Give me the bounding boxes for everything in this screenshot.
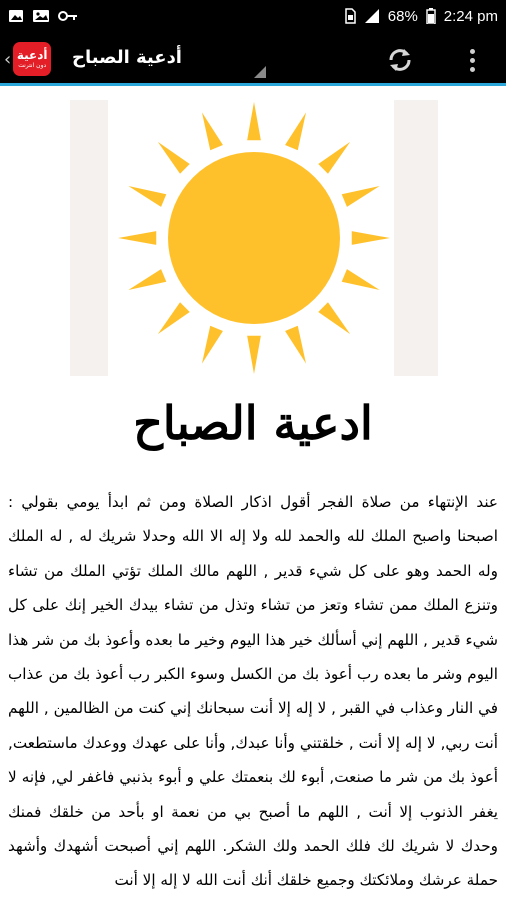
sun-ray (318, 302, 350, 334)
sun-ray (158, 302, 190, 334)
key-icon (58, 10, 78, 22)
sun-ray (342, 269, 380, 290)
sun-ray (128, 186, 166, 207)
refresh-button[interactable] (384, 44, 416, 76)
battery-percent: 68% (387, 7, 418, 25)
gallery-icon (32, 8, 50, 24)
sun-ray (202, 326, 223, 364)
battery-icon (426, 8, 436, 24)
status-right-icons (344, 8, 498, 25)
overflow-menu-dot (470, 58, 475, 63)
signal-icon (364, 8, 380, 24)
sun-ray (285, 326, 306, 364)
sun-ray (128, 269, 166, 290)
app-bar (0, 32, 506, 86)
page-title: ادعية الصباح (133, 396, 373, 450)
status-left-icons (8, 8, 78, 24)
app-title[interactable]: أدعية الصباح (72, 47, 182, 68)
sun-ray (318, 142, 350, 174)
app-logo (13, 42, 51, 76)
sun-ray (247, 102, 261, 140)
spinner-caret-icon[interactable] (254, 66, 266, 78)
article-body: عند الإنتهاء من صلاة الفجر أقول اذكار الصلاة ومن ثم ابدأ يومي بقولي : اصبحنا واصبح الملك لله والحمد لله ولا إله الا الله وحدلا شريك له , له الملك وله الحمد وهو على كل شيء قدير , اللهم مالك الملك تؤتي الملك من تشاء وتنزع الملك ممن تشاء وتعز من تشاء وتذل من تشاء بيدك الخير إنك على كل شيء قدير , اللهم إني أسألك خير هذا اليوم وخير ما بعده وأعوذ بك من شر هذا اليوم وشر ما بعده رب أعوذ بك من الكسل وسوء الكبر رب أعوذ بك من عذاب في النار وعذاب في القبر , لا إله إلا أنت سبحانك إني كنت من الظالمين , اللهم أنت ربي, لا إله إلا أنت , خلقتني وأنا عبدك, وأنا على عهدك ووعدك ماستطعت, أعوذ بك من شر ما صنعت, أبوء لك بنعمتك علي و أبوء بذنبي فاغفر لي, فإنه لا يغفر الذنوب إلا أنت , اللهم ما أصبح بي من نعمة او بأحد من خلقك فمنك وحدك لا شريك لك فلك الحمد ولك الشكر. اللهم إني أصبحت أشهدك وأشهد حملة عرشك وملائكتك وجميع خلقك أنك أنت الله لا إله إلا أنت (8, 493, 498, 890)
sun-ray (247, 336, 261, 374)
back-chevron-icon: ‹ (4, 48, 12, 70)
home-up-button[interactable] (4, 42, 51, 76)
image-icon (8, 8, 24, 24)
sun-ray (158, 142, 190, 174)
logo-text: أدعية (16, 48, 48, 62)
logo-subtext: دون انترنت (18, 62, 47, 69)
overflow-menu-button[interactable] (460, 44, 484, 76)
sun-ray (118, 231, 156, 245)
hero-image (70, 100, 438, 376)
refresh-icon (384, 44, 416, 76)
clock: 2:24 pm (443, 7, 498, 25)
overflow-menu-dot (470, 67, 475, 72)
status-bar (0, 0, 506, 32)
sun-icon (70, 100, 438, 376)
sun-disc (168, 152, 340, 324)
sun-ray (202, 112, 223, 150)
sim-icon (344, 8, 356, 24)
sun-ray (352, 231, 390, 245)
sun-ray (342, 186, 380, 207)
sun-ray (285, 112, 306, 150)
overflow-menu-icon (470, 49, 475, 54)
